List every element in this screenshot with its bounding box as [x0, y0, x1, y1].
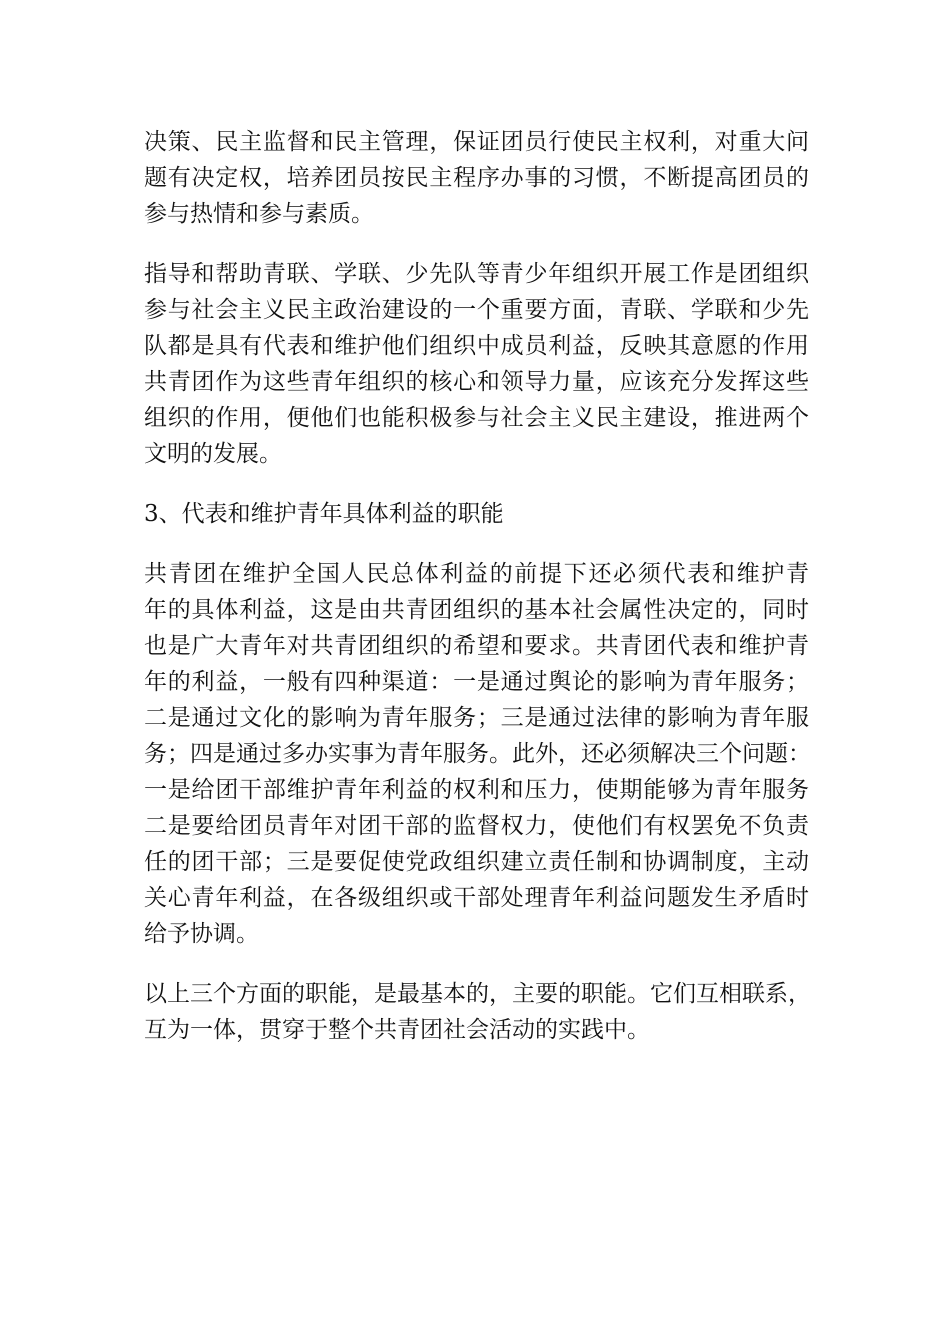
- paragraph-line: 二是要给团员青年对团干部的监督权力，使他们有权罢免不负责: [144, 813, 809, 839]
- document-body: [144, 124, 809, 1072]
- section-heading-text: 3、代表和维护青年具体利益的职能: [144, 501, 504, 527]
- paragraph-line: 共青团作为这些青年组织的核心和领导力量，应该充分发挥这些: [144, 369, 809, 395]
- paragraph-youth-interests: [144, 556, 809, 952]
- paragraph-democratic-management: [144, 124, 809, 232]
- paragraph-line: 指导和帮助青联、学联、少先队等青少年组织开展工作是团组织: [144, 261, 809, 287]
- paragraph-line: 队都是具有代表和维护他们组织中成员利益，反映其意愿的作用: [144, 333, 809, 359]
- paragraph-line: 给予协调。: [144, 921, 259, 947]
- paragraph-line: 年的利益，一般有四种渠道：一是通过舆论的影响为青年服务；: [144, 669, 809, 695]
- paragraph-line: 决策、民主监督和民主管理，保证团员行使民主权利，对重大问: [144, 129, 809, 155]
- paragraph-line: 一是给团干部维护青年利益的权利和压力，使期能够为青年服务: [144, 777, 809, 803]
- paragraph-line: 文明的发展。: [144, 441, 282, 467]
- paragraph-youth-organizations: [144, 256, 809, 472]
- paragraph-line: 题有决定权，培养团员按民主程序办事的习惯，不断提高团员的: [144, 165, 809, 191]
- paragraph-line: 以上三个方面的职能，是最基本的，主要的职能。它们互相联系，: [144, 981, 811, 1007]
- section-heading: [144, 496, 809, 532]
- paragraph-line: 二是通过文化的影响为青年服务；三是通过法律的影响为青年服: [144, 705, 809, 731]
- paragraph-line: 任的团干部；三是要促使党政组织建立责任制和协调制度，主动: [144, 849, 809, 875]
- paragraph-line: 参与社会主义民主政治建设的一个重要方面，青联、学联和少先: [144, 297, 809, 323]
- paragraph-summary: [144, 976, 809, 1048]
- paragraph-line: 务；四是通过多办实事为青年服务。此外，还必须解决三个问题：: [144, 741, 811, 767]
- paragraph-line: 组织的作用，便他们也能积极参与社会主义民主建设，推进两个: [144, 405, 809, 431]
- paragraph-line: 共青团在维护全国人民总体利益的前提下还必须代表和维护青: [144, 561, 809, 587]
- paragraph-line: 年的具体利益，这是由共青团组织的基本社会属性决定的，同时: [144, 597, 809, 623]
- paragraph-line: 也是广大青年对共青团组织的希望和要求。共青团代表和维护青: [144, 633, 809, 659]
- paragraph-line: 参与热情和参与素质。: [144, 201, 374, 227]
- paragraph-line: 互为一体，贯穿于整个共青团社会活动的实践中。: [144, 1017, 650, 1043]
- paragraph-line: 关心青年利益，在各级组织或干部处理青年利益问题发生矛盾时: [144, 885, 809, 911]
